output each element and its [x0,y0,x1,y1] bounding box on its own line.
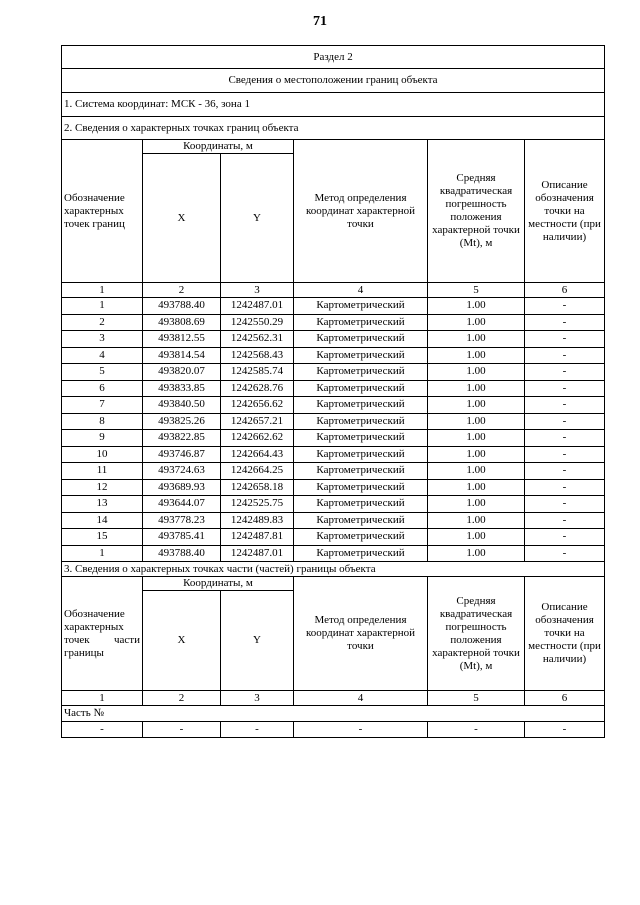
error-cell: 1.00 [428,430,525,447]
empty-cell: - [428,722,525,738]
point-number: 2 [62,314,143,331]
point-number: 3 [62,331,143,348]
point-number: 1 [62,298,143,315]
point-number: 9 [62,430,143,447]
header-error: Средняя квадратическая погрешность положения характерной точки (Mt), м [428,140,525,283]
table-row [62,512,605,529]
column-number: 2 [143,691,221,706]
error-cell: 1.00 [428,545,525,562]
point-number: 13 [62,496,143,513]
coordinate-y: 1242657.21 [221,413,294,430]
error-cell: 1.00 [428,397,525,414]
point-number: 14 [62,512,143,529]
table-row [62,545,605,562]
table-row [62,347,605,364]
point-number: 12 [62,479,143,496]
method-cell: Картометрический [294,529,428,546]
column-number: 3 [221,691,294,706]
point-number: 6 [62,380,143,397]
method-cell: Картометрический [294,430,428,447]
method-cell: Картометрический [294,413,428,430]
header-designation: Обозначение характерных точек границ [62,140,143,283]
coordinate-x: 493724.63 [143,463,221,480]
coordinate-x: 493778.23 [143,512,221,529]
description-cell: - [525,364,605,381]
coordinate-y: 1242662.62 [221,430,294,447]
table-row [62,314,605,331]
error-cell: 1.00 [428,364,525,381]
description-cell: - [525,512,605,529]
table-row [62,397,605,414]
coordinate-y: 1242525.75 [221,496,294,513]
empty-cell: - [294,722,428,738]
coordinate-y: 1242585.74 [221,364,294,381]
coordinate-x: 493820.07 [143,364,221,381]
coordinate-x: 493825.26 [143,413,221,430]
coordinate-y: 1242487.01 [221,298,294,315]
description-cell: - [525,496,605,513]
coordinate-x: 493785.41 [143,529,221,546]
description-cell: - [525,314,605,331]
header-method: Метод определения координат характерной точки [294,577,428,691]
description-cell: - [525,545,605,562]
header-y: Y [221,154,294,283]
column-number: 4 [294,283,428,298]
method-cell: Картометрический [294,479,428,496]
header-description: Описание обозначения точки на местности (при наличии) [525,140,605,283]
table-row [62,331,605,348]
error-cell: 1.00 [428,380,525,397]
description-cell: - [525,463,605,480]
table-row [62,380,605,397]
coordinate-y: 1242664.43 [221,446,294,463]
coordinate-x: 493644.07 [143,496,221,513]
coordinate-y: 1242664.25 [221,463,294,480]
table-row [62,446,605,463]
header-error: Средняя квадратическая погрешность положения характерной точки (Mt), м [428,577,525,691]
description-cell: - [525,347,605,364]
coordinate-x: 493812.55 [143,331,221,348]
method-cell: Картометрический [294,397,428,414]
error-cell: 1.00 [428,479,525,496]
method-cell: Картометрический [294,545,428,562]
table-row [62,463,605,480]
header-x: X [143,591,221,691]
column-number: 1 [62,283,143,298]
header-designation: Обозначение характерных точек части границы [62,577,143,691]
description-cell: - [525,298,605,315]
method-cell: Картометрический [294,364,428,381]
error-cell: 1.00 [428,314,525,331]
description-cell: - [525,430,605,447]
error-cell: 1.00 [428,446,525,463]
coordinate-y: 1242489.83 [221,512,294,529]
part3-title: 3. Сведения о характерных точках части (частей) границы объекта [62,562,605,577]
coordinate-x: 493833.85 [143,380,221,397]
empty-cell: - [143,722,221,738]
description-cell: - [525,529,605,546]
method-cell: Картометрический [294,496,428,513]
empty-cell: - [221,722,294,738]
method-cell: Картометрический [294,463,428,480]
description-cell: - [525,446,605,463]
column-number: 6 [525,691,605,706]
header-coordinates: Координаты, м [143,140,294,154]
table-row [62,479,605,496]
description-cell: - [525,380,605,397]
method-cell: Картометрический [294,347,428,364]
coordinate-x: 493840.50 [143,397,221,414]
coordinate-x: 493788.40 [143,298,221,315]
coordinate-y: 1242487.01 [221,545,294,562]
error-cell: 1.00 [428,298,525,315]
coordinate-x: 493746.87 [143,446,221,463]
error-cell: 1.00 [428,496,525,513]
column-number: 3 [221,283,294,298]
error-cell: 1.00 [428,529,525,546]
error-cell: 1.00 [428,331,525,348]
column-number: 5 [428,283,525,298]
column-number: 1 [62,691,143,706]
point-number: 15 [62,529,143,546]
error-cell: 1.00 [428,347,525,364]
point-number: 4 [62,347,143,364]
table-row [62,298,605,315]
point-number: 5 [62,364,143,381]
table-row [62,496,605,513]
header-description: Описание обозначения точки на местности (при наличии) [525,577,605,691]
coordinate-y: 1242656.62 [221,397,294,414]
page-number: 71 [313,14,327,29]
point-number: 11 [62,463,143,480]
column-number: 5 [428,691,525,706]
empty-cell: - [525,722,605,738]
description-cell: - [525,397,605,414]
method-cell: Картометрический [294,298,428,315]
column-number: 2 [143,283,221,298]
coordinate-x: 493788.40 [143,545,221,562]
coordinate-y: 1242568.43 [221,347,294,364]
coordinate-x: 493808.69 [143,314,221,331]
part2-title: 2. Сведения о характерных точках границ объекта [62,117,605,140]
point-number: 10 [62,446,143,463]
header-coordinates: Координаты, м [143,577,294,591]
table-row [62,430,605,447]
description-cell: - [525,479,605,496]
empty-cell: - [62,722,143,738]
table-row [62,364,605,381]
description-cell: - [525,331,605,348]
method-cell: Картометрический [294,380,428,397]
coordinate-y: 1242550.29 [221,314,294,331]
boundary-table [61,45,605,738]
coordinate-x: 493814.54 [143,347,221,364]
error-cell: 1.00 [428,512,525,529]
header-x: X [143,154,221,283]
column-number: 4 [294,691,428,706]
part-label: Часть № [62,706,605,722]
point-number: 1 [62,545,143,562]
column-number: 6 [525,283,605,298]
section-subtitle: Сведения о местоположении границ объекта [62,69,605,93]
coordinate-y: 1242658.18 [221,479,294,496]
description-cell: - [525,413,605,430]
table-row [62,413,605,430]
coordinate-y: 1242562.31 [221,331,294,348]
method-cell: Картометрический [294,331,428,348]
error-cell: 1.00 [428,413,525,430]
header-y: Y [221,591,294,691]
point-number: 8 [62,413,143,430]
coordinate-x: 493689.93 [143,479,221,496]
point-number: 7 [62,397,143,414]
table-row [62,529,605,546]
coordinate-system: 1. Система координат: МСК - 36, зона 1 [62,93,605,117]
error-cell: 1.00 [428,463,525,480]
section-title: Раздел 2 [62,46,605,69]
coordinate-y: 1242487.81 [221,529,294,546]
method-cell: Картометрический [294,446,428,463]
header-method: Метод определения координат характерной точки [294,140,428,283]
coordinate-y: 1242628.76 [221,380,294,397]
method-cell: Картометрический [294,512,428,529]
coordinate-x: 493822.85 [143,430,221,447]
method-cell: Картометрический [294,314,428,331]
